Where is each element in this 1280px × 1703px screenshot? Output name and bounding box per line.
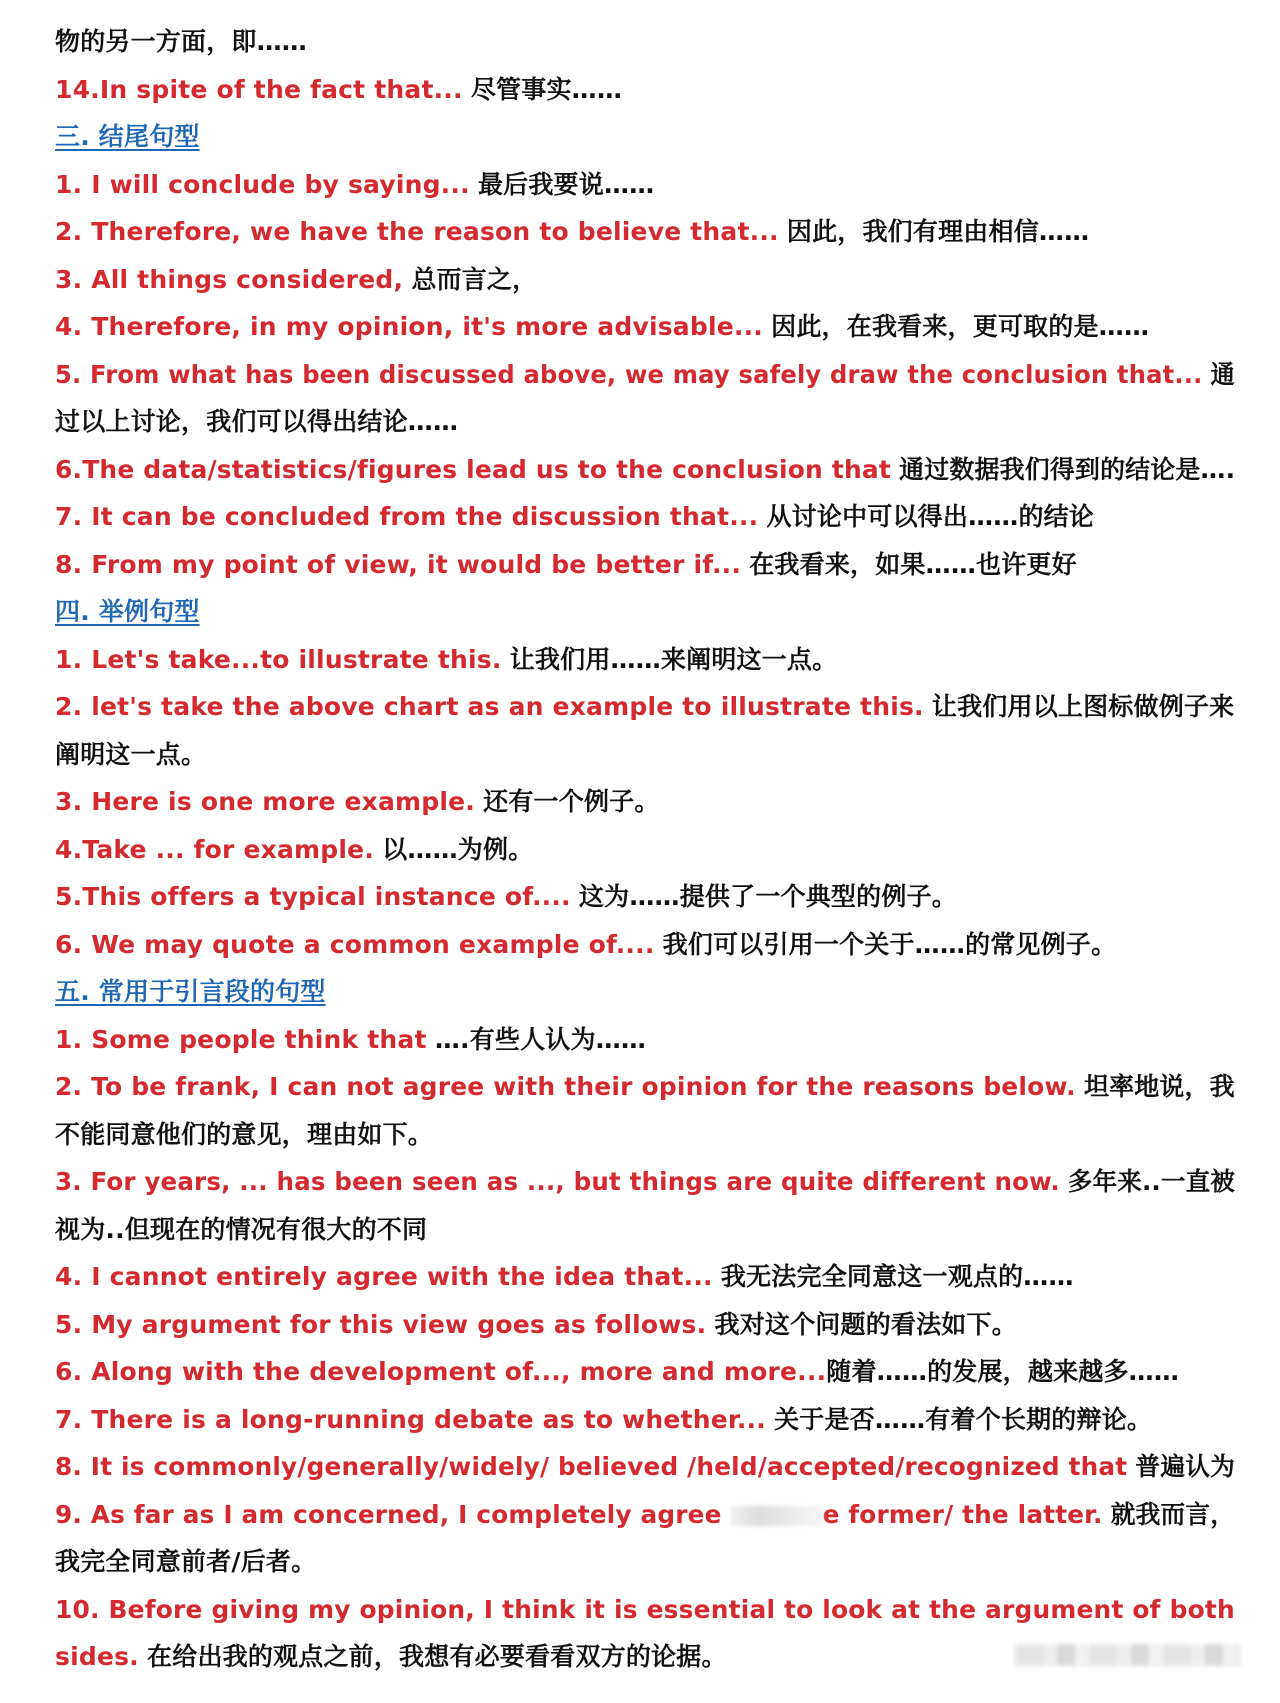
blurred-region [730, 1506, 823, 1526]
section-heading [55, 968, 1235, 1016]
english-phrase: 3. Here is one more example. [55, 787, 475, 816]
english-phrase: 14.In spite of the fact that... [55, 74, 463, 104]
text-line [55, 18, 1235, 66]
phrase-item [55, 1158, 1235, 1206]
chinese-translation: 通 [1210, 359, 1235, 389]
phrase-item [55, 446, 1236, 494]
chinese-translation: 在我看来，如果……也许更好 [749, 549, 1077, 579]
chinese-text: 物的另一方面，即…… [55, 27, 308, 56]
text-line [55, 1111, 1235, 1159]
chinese-translation: 普遍认为 [1135, 1452, 1236, 1481]
phrase-item [55, 1348, 1235, 1396]
phrase-item [55, 493, 1235, 541]
phrase-item [55, 1016, 1235, 1064]
chinese-translation: 让我们用以上图标做例子来 [931, 692, 1235, 721]
english-phrase: 5. From what has been discussed above, we may safely draw the conclusion that... [55, 359, 1203, 389]
english-phrase: 4. Therefore, in my opinion, it's more advisable... [55, 312, 763, 341]
chinese-translation: 不能同意他们的意见，理由如下。 [55, 1119, 434, 1149]
english-phrase: 2. let's take the above chart as an example to illustrate this. [55, 692, 924, 721]
english-phrase: 4.Take ... for example. [55, 834, 375, 864]
chinese-translation: 因此，我们有理由相信…… [786, 217, 1090, 246]
phrase-item [55, 636, 1235, 684]
chinese-translation: 就我而言， [1110, 1499, 1236, 1529]
english-phrase: 8. From my point of view, it would be better if... [55, 549, 742, 579]
chinese-translation: 阐明这一点。 [55, 739, 207, 769]
phrase-item [55, 541, 1235, 589]
english-phrase: 6.The data/statistics/figures lead us to the conclusion that [55, 454, 892, 484]
text-line [55, 1206, 1235, 1254]
phrase-item [55, 66, 1235, 114]
section-heading-text: 五. 常用于引言段的句型 [55, 977, 326, 1006]
chinese-translation: 关于是否……有着个长期的辩论。 [774, 1404, 1153, 1434]
english-phrase: 9. As far as I am concerned, I completely agree [55, 1499, 722, 1529]
chinese-translation: 从讨论中可以得出……的结论 [766, 502, 1095, 531]
english-phrase: 1. I will conclude by saying... [55, 169, 470, 199]
phrase-item [55, 1443, 1236, 1491]
chinese-translation: 多年来..一直被 [1067, 1167, 1235, 1196]
english-phrase: 2. To be frank, I can not agree with their opinion for the reasons below. [55, 1072, 1076, 1101]
chinese-translation: 还有一个例子。 [483, 787, 660, 816]
phrase-item [55, 208, 1235, 256]
english-phrase: 8. It is commonly/generally/widely/ believed /held/accepted/recognized that [55, 1452, 1128, 1481]
chinese-translation: 尽管事实…… [470, 74, 623, 104]
chinese-translation: 视为..但现在的情况有很大的不同 [55, 1214, 428, 1244]
chinese-translation: 过以上讨论，我们可以得出结论…… [55, 407, 459, 436]
section-heading [55, 113, 1235, 161]
chinese-translation: 通过数据我们得到的结论是…. [899, 454, 1236, 484]
english-phrase-continued: e former/ the latter. [822, 1499, 1103, 1529]
chinese-translation: 我无法完全同意这一观点的…… [720, 1262, 1074, 1291]
chinese-translation: 我们可以引用一个关于……的常见例子。 [662, 929, 1117, 959]
chinese-translation: 坦率地说，我 [1083, 1072, 1235, 1101]
phrase-item [55, 256, 1235, 304]
english-phrase: 6. We may quote a common example of.... [55, 929, 655, 959]
english-phrase: 7. There is a long-running debate as to whether... [55, 1404, 766, 1434]
english-phrase: 5. My argument for this view goes as follows. [55, 1309, 707, 1339]
chinese-translation: 让我们用……来阐明这一点。 [509, 644, 838, 674]
document-page [55, 18, 1235, 1681]
phrase-item [55, 161, 1235, 209]
section-heading-text: 四. 举例句型 [55, 597, 200, 626]
section-heading-text: 三. 结尾句型 [55, 122, 200, 151]
chinese-translation: 我对这个问题的看法如下。 [714, 1309, 1017, 1339]
english-phrase: 1. Let's take...to illustrate this. [55, 644, 502, 674]
phrase-item [55, 351, 1235, 399]
phrase-item [55, 1586, 1235, 1634]
phrase-item [55, 1301, 1235, 1349]
chinese-translation: 我完全同意前者/后者。 [55, 1547, 317, 1576]
phrase-item [55, 778, 1235, 826]
chinese-translation: 这为……提供了一个典型的例子。 [578, 882, 957, 911]
phrase-item [55, 1491, 1236, 1539]
phrase-item [55, 826, 1235, 874]
english-phrase: 1. Some people think that [55, 1024, 427, 1054]
english-phrase: 5.This offers a typical instance of.... [55, 882, 571, 911]
english-phrase: 3. All things considered, [55, 264, 404, 294]
text-line [55, 398, 1235, 446]
english-phrase: 3. For years, ... has been seen as ..., but things are quite different now. [55, 1167, 1060, 1196]
phrase-item [55, 303, 1235, 351]
phrase-item [55, 1063, 1235, 1111]
english-phrase: sides. [55, 1642, 139, 1671]
blurred-watermark [1015, 1644, 1240, 1666]
chinese-translation: 以……为例。 [382, 834, 534, 864]
chinese-translation: ….有些人认为…… [434, 1024, 647, 1054]
english-phrase: 6. Along with the development of..., more and more... [55, 1357, 827, 1386]
phrase-item [55, 1253, 1235, 1301]
chinese-translation: 最后我要说…… [477, 169, 655, 199]
phrase-item [55, 1396, 1235, 1444]
chinese-translation: 在给出我的观点之前，我想有必要看看双方的论据。 [147, 1642, 727, 1671]
section-heading [55, 588, 1235, 636]
text-line [55, 1538, 1235, 1586]
phrase-item [55, 921, 1235, 969]
phrase-item [55, 873, 1235, 921]
text-line [55, 731, 1235, 779]
chinese-translation: 随着……的发展，越来越多…… [826, 1357, 1180, 1386]
english-phrase: 10. Before giving my opinion, I think it is essential to look at the argument of both [55, 1594, 1235, 1624]
english-phrase: 7. It can be concluded from the discussion that... [55, 502, 759, 531]
chinese-translation: 因此，在我看来，更可取的是…… [771, 312, 1150, 341]
chinese-translation: 总而言之， [411, 264, 538, 294]
english-phrase: 2. Therefore, we have the reason to believe that... [55, 217, 779, 246]
english-phrase: 4. I cannot entirely agree with the idea that... [55, 1262, 713, 1291]
phrase-item [55, 683, 1235, 731]
